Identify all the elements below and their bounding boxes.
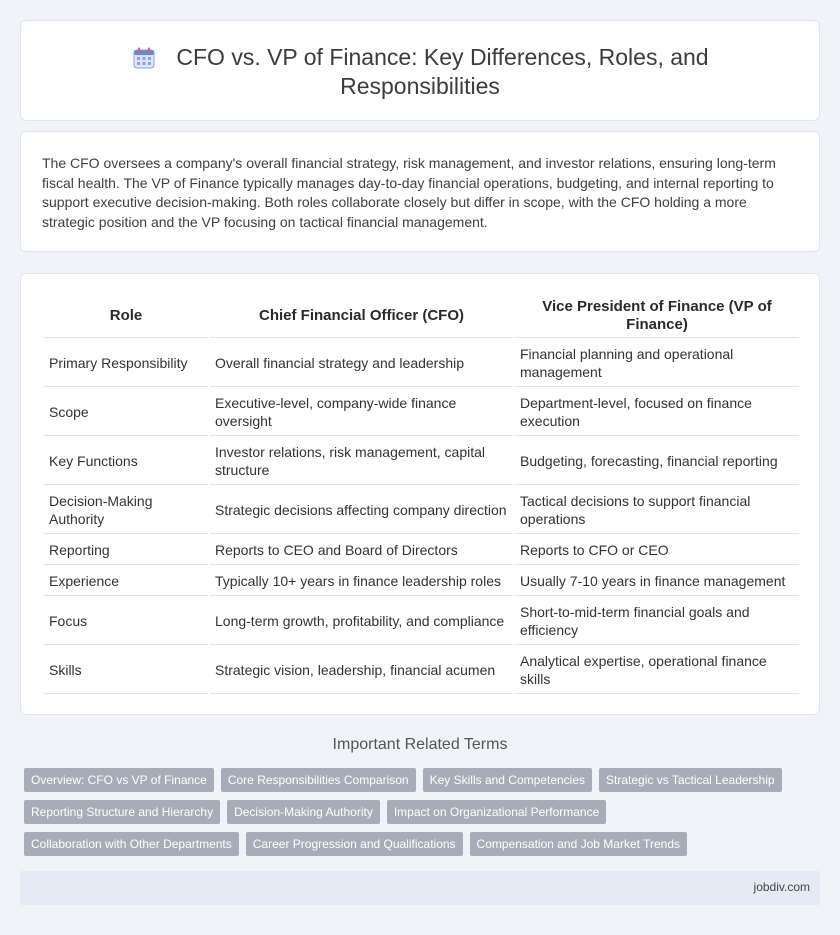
table-cell: Short-to-mid-term financial goals and efficiency [515,596,799,645]
page-title-line-1: CFO vs. VP of Finance: Key Differences, Roles, and [176,44,709,70]
table-cell: Overall financial strategy and leadership [210,338,513,387]
table-cell: Budgeting, forecasting, financial reporting [515,436,799,485]
table-cell: Strategic decisions affecting company direction [210,485,513,534]
intro-text: The CFO oversees a company's overall financial strategy, risk management, and investor relations, ensuring long-term fiscal health. The VP of Finance typically manages day-to-day financial operations, budgeting, and internal reporting to support executive decision-making. Both roles collaborate closely but differ in scope, with the CFO holding a more strategic position and the VP focusing on tactical financial management. [42,155,776,230]
table-cell: Skills [44,645,208,694]
table-cell: Analytical expertise, operational finance skills [515,645,799,694]
table-row [44,596,799,645]
table-cell: Typically 10+ years in finance leadership roles [210,565,513,596]
table-cell: Experience [44,565,208,596]
footer-site-link[interactable]: jobdiv.com [753,880,810,894]
related-terms-tags [24,768,804,864]
table-cell: Primary Responsibility [44,338,208,387]
table-cell: Reports to CFO or CEO [515,534,799,565]
related-tag[interactable]: Impact on Organizational Performance [387,800,606,824]
related-tag[interactable]: Core Responsibilities Comparison [221,768,416,792]
related-tag[interactable]: Overview: CFO vs VP of Finance [24,768,214,792]
table-cell: Reporting [44,534,208,565]
table-row [44,387,799,436]
table-cell: Focus [44,596,208,645]
related-tag[interactable]: Compensation and Job Market Trends [470,832,687,856]
page-title [21,43,819,101]
table-header-cfo: Chief Financial Officer (CFO) [210,294,513,338]
table-cell: Tactical decisions to support financial operations [515,485,799,534]
table-header-role: Role [44,294,208,338]
table-cell: Reports to CEO and Board of Directors [210,534,513,565]
footer [20,871,820,905]
table-row [44,565,799,596]
table-cell: Investor relations, risk management, capital structure [210,436,513,485]
related-tag[interactable]: Reporting Structure and Hierarchy [24,800,220,824]
related-tag[interactable]: Collaboration with Other Departments [24,832,239,856]
table-cell: Scope [44,387,208,436]
table-cell: Executive-level, company-wide finance oversight [210,387,513,436]
table-cell: Financial planning and operational management [515,338,799,387]
related-terms-title: Important Related Terms [332,736,508,753]
table-cell: Long-term growth, profitability, and compliance [210,596,513,645]
comparison-table-card [20,273,820,715]
related-tag[interactable]: Career Progression and Qualifications [246,832,463,856]
intro-card [20,131,820,252]
table-row [44,338,799,387]
table-cell: Decision-Making Authority [44,485,208,534]
table-header-row [44,294,799,338]
table-row [44,485,799,534]
page-title-line-2: Responsibilities [340,73,500,99]
comparison-table [42,294,801,694]
related-tag[interactable]: Strategic vs Tactical Leadership [599,768,782,792]
title-card [20,20,820,121]
related-tag[interactable]: Decision-Making Authority [227,800,380,824]
table-row [44,534,799,565]
table-cell: Usually 7-10 years in finance management [515,565,799,596]
related-tag[interactable]: Key Skills and Competencies [423,768,592,792]
table-cell: Strategic vision, leadership, financial acumen [210,645,513,694]
table-row [44,645,799,694]
table-cell: Department-level, focused on finance execution [515,387,799,436]
table-header-vp: Vice President of Finance (VP of Finance) [515,294,799,338]
table-cell: Key Functions [44,436,208,485]
table-row [44,436,799,485]
